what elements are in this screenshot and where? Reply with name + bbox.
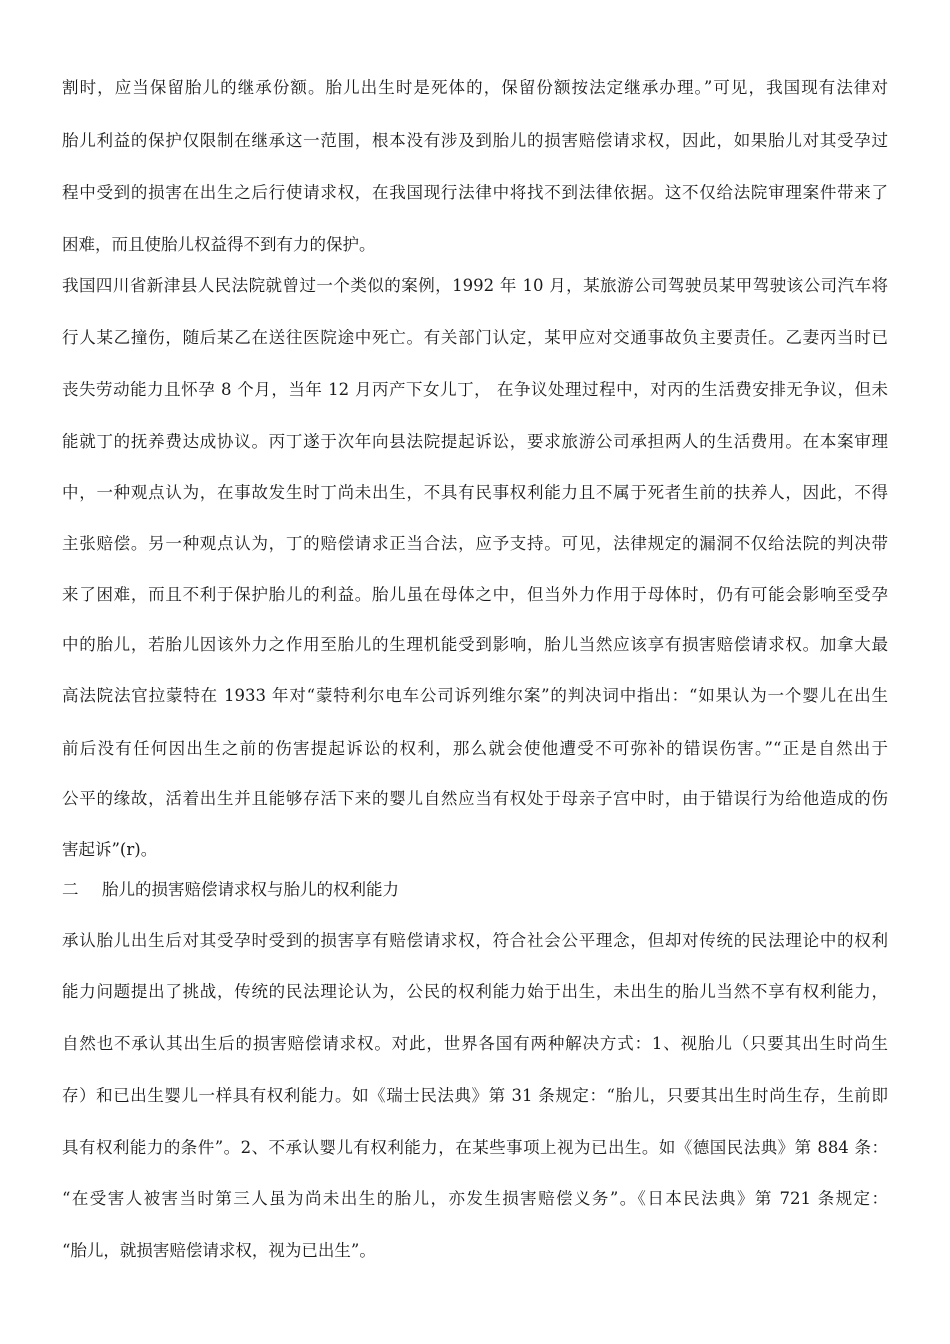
section-number: 二: [62, 880, 79, 899]
paragraph-3-line-3: 自然也不承认其出生后的损害赔偿请求权。对此，世界各国有两种解决方式：1、视胎儿（只要其出生时尚生: [62, 1034, 888, 1053]
paragraph-2-line-8: 中的胎儿，若胎儿因该外力之作用至胎儿的生理机能受到影响，胎儿当然应该享有损害赔偿请求权。加拿大最: [62, 635, 888, 654]
paragraph-2-line-9: 高法院法官拉蒙特在 1933 年对“蒙特利尔电车公司诉列维尔案”的判决词中指出：“如果认为一个婴儿在出生: [62, 686, 888, 705]
paragraph-2-line-6: 主张赔偿。另一种观点认为，丁的赔偿请求正当合法，应予支持。可见，法律规定的漏洞不仅给法院的判决带: [62, 534, 888, 553]
section-heading: [62, 875, 399, 905]
paragraph-2-line-12: 害起诉”(r)。: [62, 840, 158, 859]
paragraph-2-line-1: 我国四川省新津县人民法院就曾过一个类似的案例，1992 年 10 月，某旅游公司驾驶员某甲驾驶该公司汽车将: [62, 276, 888, 295]
paragraph-2-line-7: 来了困难，而且不利于保护胎儿的利益。胎儿虽在母体之中，但当外力作用于母体时，仍有可能会影响至受孕: [62, 585, 888, 604]
paragraph-2-line-10: 前后没有任何因出生之前的伤害提起诉讼的权利，那么就会使他遭受不可弥补的错误伤害。”“正是自然出于: [62, 739, 888, 758]
paragraph-3-line-1: 承认胎儿出生后对其受孕时受到的损害享有赔偿请求权，符合社会公平理念，但却对传统的民法理论中的权利: [62, 931, 888, 950]
section-title: 胎儿的损害赔偿请求权与胎儿的权利能力: [102, 880, 399, 899]
paragraph-2-line-11: 公平的缘故，活着出生并且能够存活下来的婴儿自然应当有权处于母亲子宫中时，由于错误行为给他造成的伤: [62, 789, 888, 808]
paragraph-3-line-4: 存）和已出生婴儿一样具有权利能力。如《瑞士民法典》第 31 条规定：“胎儿，只要其出生时尚生存，生前即: [62, 1086, 888, 1105]
paragraph-1-line-1: 割时，应当保留胎儿的继承份额。胎儿出生时是死体的，保留份额按法定继承办理。”可见，我国现有法律对: [62, 78, 888, 97]
paragraph-1-line-4: 困难，而且使胎儿权益得不到有力的保护。: [62, 235, 376, 254]
paragraph-3-line-5: 具有权利能力的条件”。2、不承认婴儿有权利能力，在某些事项上视为已出生。如《德国民法典》第 884 条：: [62, 1138, 888, 1157]
paragraph-2-line-4: 能就丁的抚养费达成协议。丙丁遂于次年向县法院提起诉讼，要求旅游公司承担两人的生活费用。在本案审理: [62, 432, 888, 451]
paragraph-2-line-3: 丧失劳动能力且怀孕 8 个月，当年 12 月丙产下女儿丁， 在争议处理过程中，对丙的生活费安排无争议，但未: [62, 380, 888, 399]
paragraph-2-line-2: 行人某乙撞伤，随后某乙在送往医院途中死亡。有关部门认定，某甲应对交通事故负主要责任。乙妻丙当时已: [62, 328, 888, 347]
paragraph-3-line-6: “在受害人被害当时第三人虽为尚未出生的胎儿，亦发生损害赔偿义务”。《日本民法典》第 721 条规定：: [62, 1189, 888, 1208]
paragraph-2-line-5: 中，一种观点认为，在事故发生时丁尚未出生，不具有民事权利能力且不属于死者生前的扶养人，因此，不得: [62, 483, 888, 502]
paragraph-3-line-7: “胎儿，就损害赔偿请求权，视为已出生”。: [62, 1241, 376, 1260]
paragraph-3-line-2: 能力问题提出了挑战，传统的民法理论认为，公民的权利能力始于出生，未出生的胎儿当然不享有权利能力，: [62, 982, 888, 1001]
paragraph-1-line-3: 程中受到的损害在出生之后行使请求权，在我国现行法律中将找不到法律依据。这不仅给法院审理案件带来了: [62, 183, 888, 202]
paragraph-1-line-2: 胎儿利益的保护仅限制在继承这一范围，根本没有涉及到胎儿的损害赔偿请求权，因此，如果胎儿对其受孕过: [62, 131, 888, 150]
